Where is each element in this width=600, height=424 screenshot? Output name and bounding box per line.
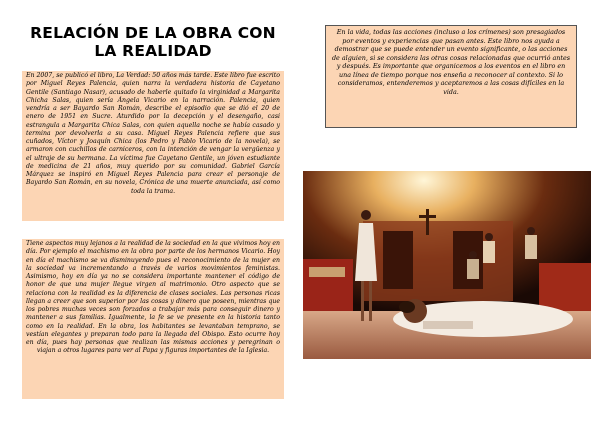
paragraph-conclusion: En la vida, todas las acciones (incluso a los crímenes) son presagiados por eventos y experiencias que pasan antes. Este libro nos ayuda a demostrar que se puede entender un evento significante, o las acciones de alguien, si se considera las otras cosas relacionadas que ocurrió antes y después. Es importante que organicemos a los eventos en el libro en una línea de tiempo porque nos enseña a reconocer al contexto. Si lo consideramos, entenderemos y aceptaremos a las cosas difíciles en la vida.: [331, 28, 571, 96]
theater-stage-photo: [303, 171, 591, 359]
paragraph-history: En 2007, se publicó el libro, La Verdad: 50 años más tarde. Este libro fue escrito por Miguel Reyes Palencia, quien narra la verdadera historia de Cayetano Gentile (Santiago Nasar), acusado de haberle quitado la virginidad a Margarita Chicha Salas, quien sería Ángela Vicario en la narración. Palencia, quien vendría a ser Bayardo San Román, describe el episodio que se dió el 20 de enero de 1951 en Sucre. Aturdido por la decepción y el desengaño, casi estrangula a Margarita Chica Salas, con quien aquella noche se había casado y termina por devolverla a su casa. Miguel Reyes Palencia refiere que sus cuñados, Víctor y Joaquín Chica (los Pedro y Pablo Vicario de la novela), se armaron con cuchillos de carniceros, con la intención de vengar la vergüenza y el ultraje de su hermana. La víctima fue Cayetano Gentile, un jóven estudiante de medicina de 21 años, muy querido por su comunidad. Gabriel García Márquez se inspiró en Miguel Reyes Palencia para crear el personaje de Bayardo San Román, en su novela, Crónica de una muerte anunciada, así como toda la trama.: [26, 72, 280, 195]
paragraph-society: Tiene aspectos muy lejanos a la realidad de la sociedad en la que vivimos hoy en día. Por ejemplo el machismo en la obra por parte de los hermanos Vicario. Hoy en día el machismo se va disminuyendo pues el reconocimiento de la mujer en la sociedad va incrementando a través de varios movimientos feministas. Asimismo, hoy en día ya no se considera importante mantener el código de honor de que una mujer llegue virgen al matrimonio. Otro aspecto que se relaciona con la realidad es la diferencia de clases sociales. Las personas ricas llegan a creer que son superior por las cosas y dinero que poseen, mientras que los pobres muchas veces son forzados a trabajar más para conseguir dinero y mantener a sus familias. Igualmente, la fe se ve presente en la historia tanto como en la realidad. En la obra, los habitantes se levantaban temprano, se vestían elegantes y preparan todo para la llegada del Obispo. Esto ocurre hoy en día, pues hay personas que realizan las mismas acciones y peregrinan o viajan a otros lugares para ver al Papa y figuras importantes de la Iglesia.: [26, 240, 280, 355]
page-title: RELACIÓN DE LA OBRA CON LA REALIDAD: [30, 24, 276, 60]
text-box-society: [22, 239, 284, 399]
text-box-conclusion: [325, 25, 577, 128]
text-box-history: [22, 71, 284, 221]
